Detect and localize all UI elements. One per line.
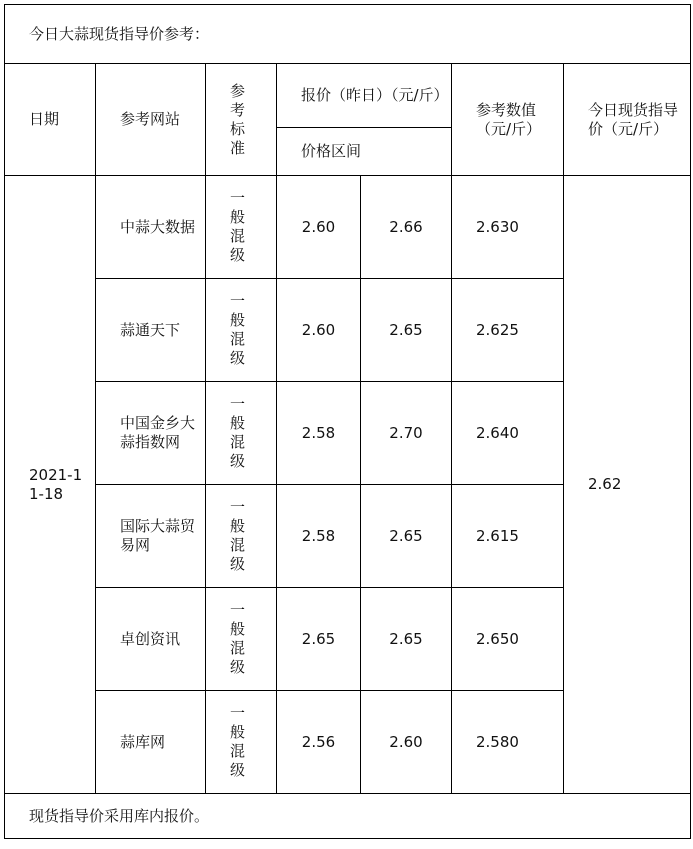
site-cell: 中国金乡大蒜指数网 — [96, 382, 206, 485]
standard-cell — [206, 279, 277, 382]
price-high-cell: 2.65 — [361, 279, 452, 382]
price-table — [4, 4, 691, 839]
price-low-cell: 2.58 — [277, 485, 361, 588]
price-low-cell: 2.60 — [277, 279, 361, 382]
price-high-cell: 2.70 — [361, 382, 452, 485]
price-high-cell: 2.65 — [361, 485, 452, 588]
standard-cell — [206, 588, 277, 691]
standard-text: 一般混级 — [230, 704, 246, 779]
header-standard-text: 参考标准 — [230, 81, 246, 157]
header-quote: 报价（昨日）（元/斤） — [277, 64, 452, 128]
header-standard — [206, 64, 277, 176]
standard-cell — [206, 691, 277, 794]
site-cell: 蒜库网 — [96, 691, 206, 794]
standard-text: 一般混级 — [230, 498, 246, 573]
ref-value-cell: 2.630 — [452, 176, 564, 279]
site-cell: 卓创资讯 — [96, 588, 206, 691]
price-low-cell: 2.65 — [277, 588, 361, 691]
standard-text: 一般混级 — [230, 292, 246, 367]
standard-text: 一般混级 — [230, 601, 246, 676]
ref-value-cell: 2.580 — [452, 691, 564, 794]
price-high-cell: 2.60 — [361, 691, 452, 794]
header-today-price: 今日现货指导价（元/斤） — [564, 64, 691, 176]
standard-cell — [206, 382, 277, 485]
standard-cell — [206, 485, 277, 588]
site-cell: 国际大蒜贸易网 — [96, 485, 206, 588]
standard-cell — [206, 176, 277, 279]
price-high-cell: 2.66 — [361, 176, 452, 279]
table-title: 今日大蒜现货指导价参考： — [5, 5, 691, 64]
price-low-cell: 2.58 — [277, 382, 361, 485]
date-cell: 2021-11-18 — [5, 176, 96, 794]
site-cell: 蒜通天下 — [96, 279, 206, 382]
standard-text: 一般混级 — [230, 395, 246, 470]
ref-value-cell: 2.625 — [452, 279, 564, 382]
header-ref-value: 参考数值（元/斤） — [452, 64, 564, 176]
header-price-range: 价格区间 — [277, 128, 452, 176]
ref-value-cell: 2.640 — [452, 382, 564, 485]
site-cell: 中蒜大数据 — [96, 176, 206, 279]
ref-value-cell: 2.615 — [452, 485, 564, 588]
header-date: 日期 — [5, 64, 96, 176]
today-price-cell: 2.62 — [564, 176, 691, 794]
price-low-cell: 2.56 — [277, 691, 361, 794]
table-note: 现货指导价采用库内报价。 — [5, 794, 691, 839]
price-high-cell: 2.65 — [361, 588, 452, 691]
ref-value-cell: 2.650 — [452, 588, 564, 691]
standard-text: 一般混级 — [230, 189, 246, 264]
price-low-cell: 2.60 — [277, 176, 361, 279]
header-site: 参考网站 — [96, 64, 206, 176]
